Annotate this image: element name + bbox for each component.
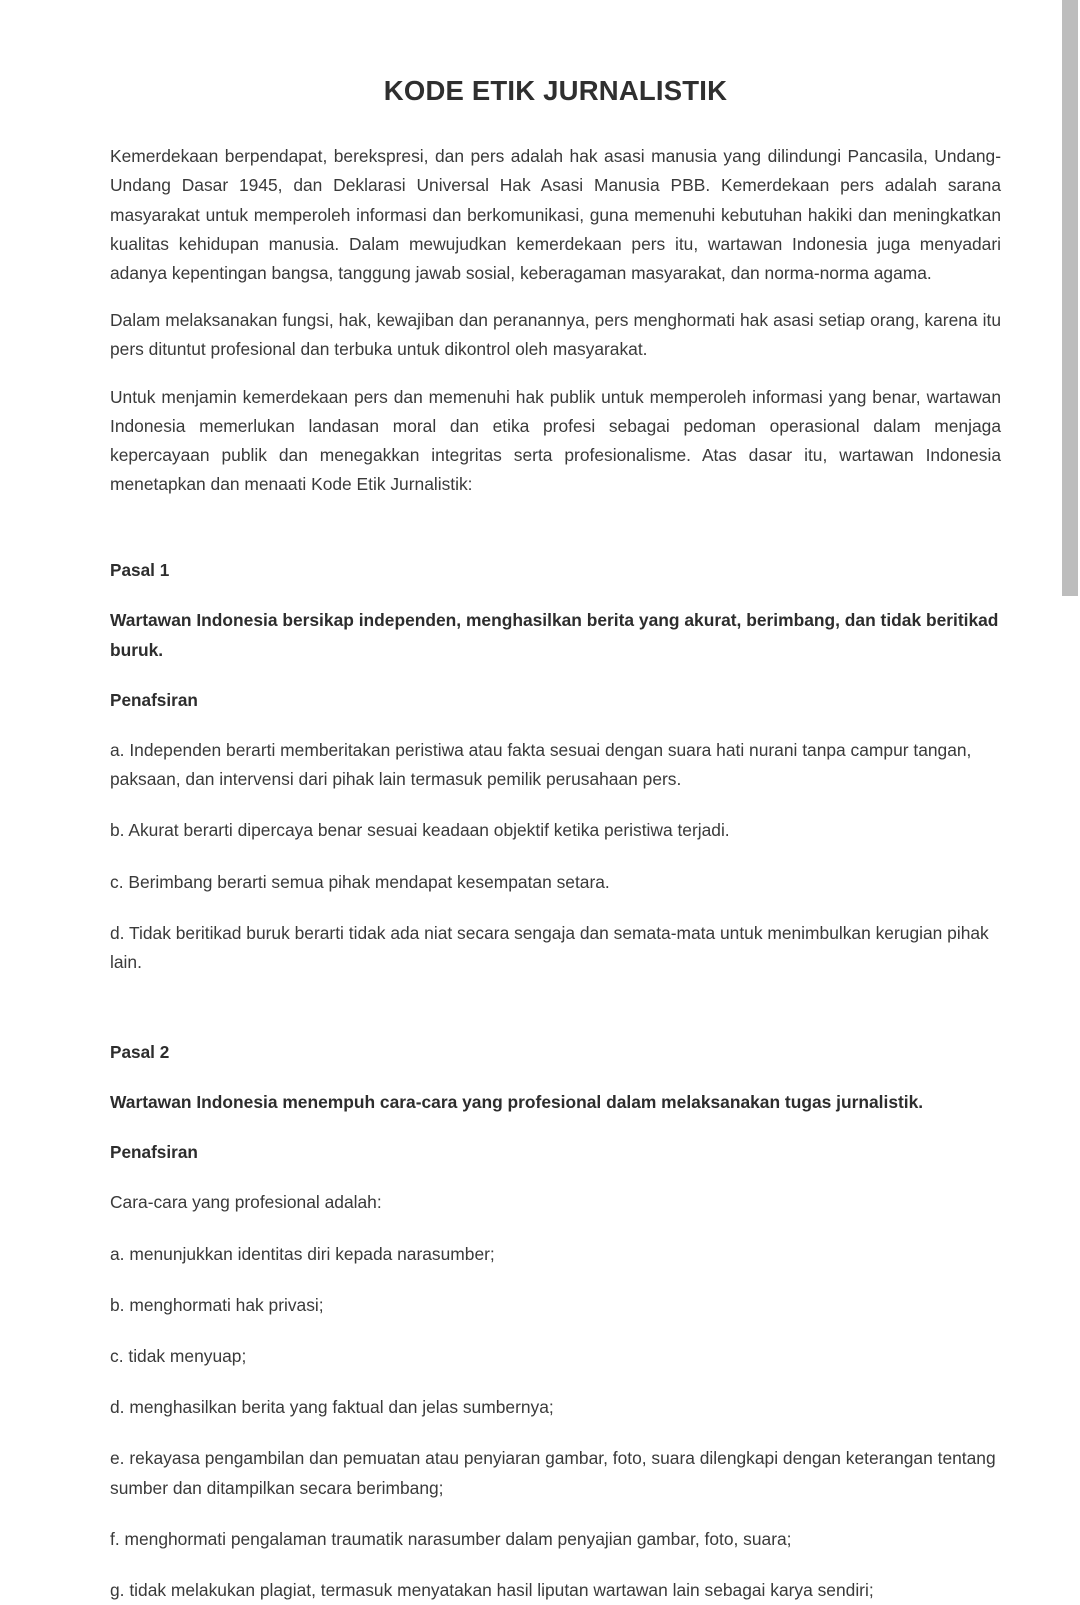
section-spacer bbox=[110, 977, 1001, 1039]
pasal-2-item-c: c. tidak menyuap; bbox=[110, 1345, 247, 1366]
pasal-1-item-d: d. Tidak beritikad buruk berarti tidak ada niat secara sengaja dan semata-mata untuk menimbulkan kerugian pihak lain. bbox=[110, 922, 989, 972]
spacer bbox=[110, 1269, 1001, 1291]
spacer bbox=[110, 584, 1001, 606]
pasal-2-item-d: d. menghasilkan berita yang faktual dan jelas sumbernya; bbox=[110, 1397, 554, 1418]
pasal-1-statement: Wartawan Indonesia bersikap independen, menghasilkan berita yang akurat, berimbang, dan tidak beritikad buruk. bbox=[110, 610, 999, 660]
pasal-2-heading: Pasal 2 bbox=[110, 1042, 170, 1063]
document-content bbox=[110, 0, 1001, 1605]
pasal-1-item-c: c. Berimbang berarti semua pihak mendapat kesempatan setara. bbox=[110, 871, 610, 892]
vertical-scrollbar-thumb[interactable] bbox=[1062, 0, 1078, 596]
pasal-2-penafsiran-label: Penafsiran bbox=[110, 1142, 198, 1163]
spacer bbox=[110, 1554, 1001, 1576]
pasal-1-penafsiran-label: Penafsiran bbox=[110, 689, 198, 710]
spacer bbox=[110, 1320, 1001, 1342]
spacer bbox=[110, 665, 1001, 687]
pasal-2-item-a: a. menunjukkan identitas diri kepada narasumber; bbox=[110, 1243, 495, 1264]
spacer bbox=[110, 1371, 1001, 1393]
spacer bbox=[110, 897, 1001, 919]
spacer bbox=[110, 1503, 1001, 1525]
pasal-1-item-a: a. Independen berarti memberitakan peristiwa atau fakta sesuai dengan suara hati nurani tanpa campur tangan, paksaan, dan intervensi dari pihak lain termasuk pemilik perusahaan pers. bbox=[110, 739, 972, 790]
pasal-1-heading: Pasal 1 bbox=[110, 560, 170, 581]
spacer bbox=[110, 794, 1001, 816]
intro-paragraph-2: Dalam melaksanakan fungsi, hak, kewajiban dan peranannya, pers menghormati hak asasi setiap orang, karena itu pers dituntut profesional dan terbuka untuk dikontrol oleh masyarakat. bbox=[110, 310, 1001, 360]
spacer bbox=[110, 1422, 1001, 1444]
section-pasal-1 bbox=[110, 557, 1001, 977]
pasal-2-statement: Wartawan Indonesia menempuh cara-cara yang profesional dalam melaksanakan tugas jurnalistik. bbox=[110, 1092, 924, 1113]
pasal-2-lead: Cara-cara yang profesional adalah: bbox=[110, 1192, 382, 1213]
pasal-2-item-f: f. menghormati pengalaman traumatik narasumber dalam penyajian gambar, foto, suara; bbox=[110, 1528, 792, 1549]
pasal-2-item-g: g. tidak melakukan plagiat, termasuk menyatakan hasil liputan wartawan lain sebagai karya sendiri; bbox=[110, 1579, 874, 1600]
spacer bbox=[110, 846, 1001, 868]
section-pasal-2 bbox=[110, 1039, 1001, 1605]
spacer bbox=[110, 1117, 1001, 1139]
pasal-2-item-b: b. menghormati hak privasi; bbox=[110, 1294, 324, 1315]
spacer bbox=[110, 1166, 1001, 1188]
spacer bbox=[110, 1066, 1001, 1088]
spacer bbox=[110, 714, 1001, 736]
pasal-1-item-b: b. Akurat berarti dipercaya benar sesuai keadaan objektif ketika peristiwa terjadi. bbox=[110, 820, 730, 841]
pasal-2-item-e: e. rekayasa pengambilan dan pemuatan atau penyiaran gambar, foto, suara dilengkapi dengan keterangan tentang sumber dan ditampilkan secara berimbang; bbox=[110, 1448, 996, 1498]
spacer bbox=[110, 1218, 1001, 1240]
vertical-scrollbar-track[interactable] bbox=[1062, 0, 1080, 1449]
intro-paragraph-3: Untuk menjamin kemerdekaan pers dan memenuhi hak publik untuk memperoleh informasi yang benar, wartawan Indonesia memerlukan landasan moral dan etika profesi sebagai pedoman operasional dalam menjaga kepercayaan publik dan menegakkan integritas serta profesionalisme. Atas dasar itu, wartawan Indonesia menetapkan dan menaati Kode Etik Jurnalistik: bbox=[110, 386, 1001, 495]
intro-paragraph-1: Kemerdekaan berpendapat, berekspresi, dan pers adalah hak asasi manusia yang dilindungi Pancasila, Undang-Undang Dasar 1945, dan Deklarasi Universal Hak Asasi Manusia PBB. Kemerdekaan pers adalah sarana masyarakat untuk memperoleh informasi dan berkomunikasi, guna memenuhi kebutuhan hakiki dan meningkatkan kualitas kehidupan manusia. Dalam mewujudkan kemerdekaan pers itu, wartawan Indonesia juga menyadari adanya kepentingan bangsa, tanggung jawab sosial, keberagaman masyarakat, dan norma-norma agama. bbox=[110, 146, 1001, 284]
section-spacer bbox=[110, 499, 1001, 557]
page-title: KODE ETIK JURNALISTIK bbox=[383, 75, 728, 106]
